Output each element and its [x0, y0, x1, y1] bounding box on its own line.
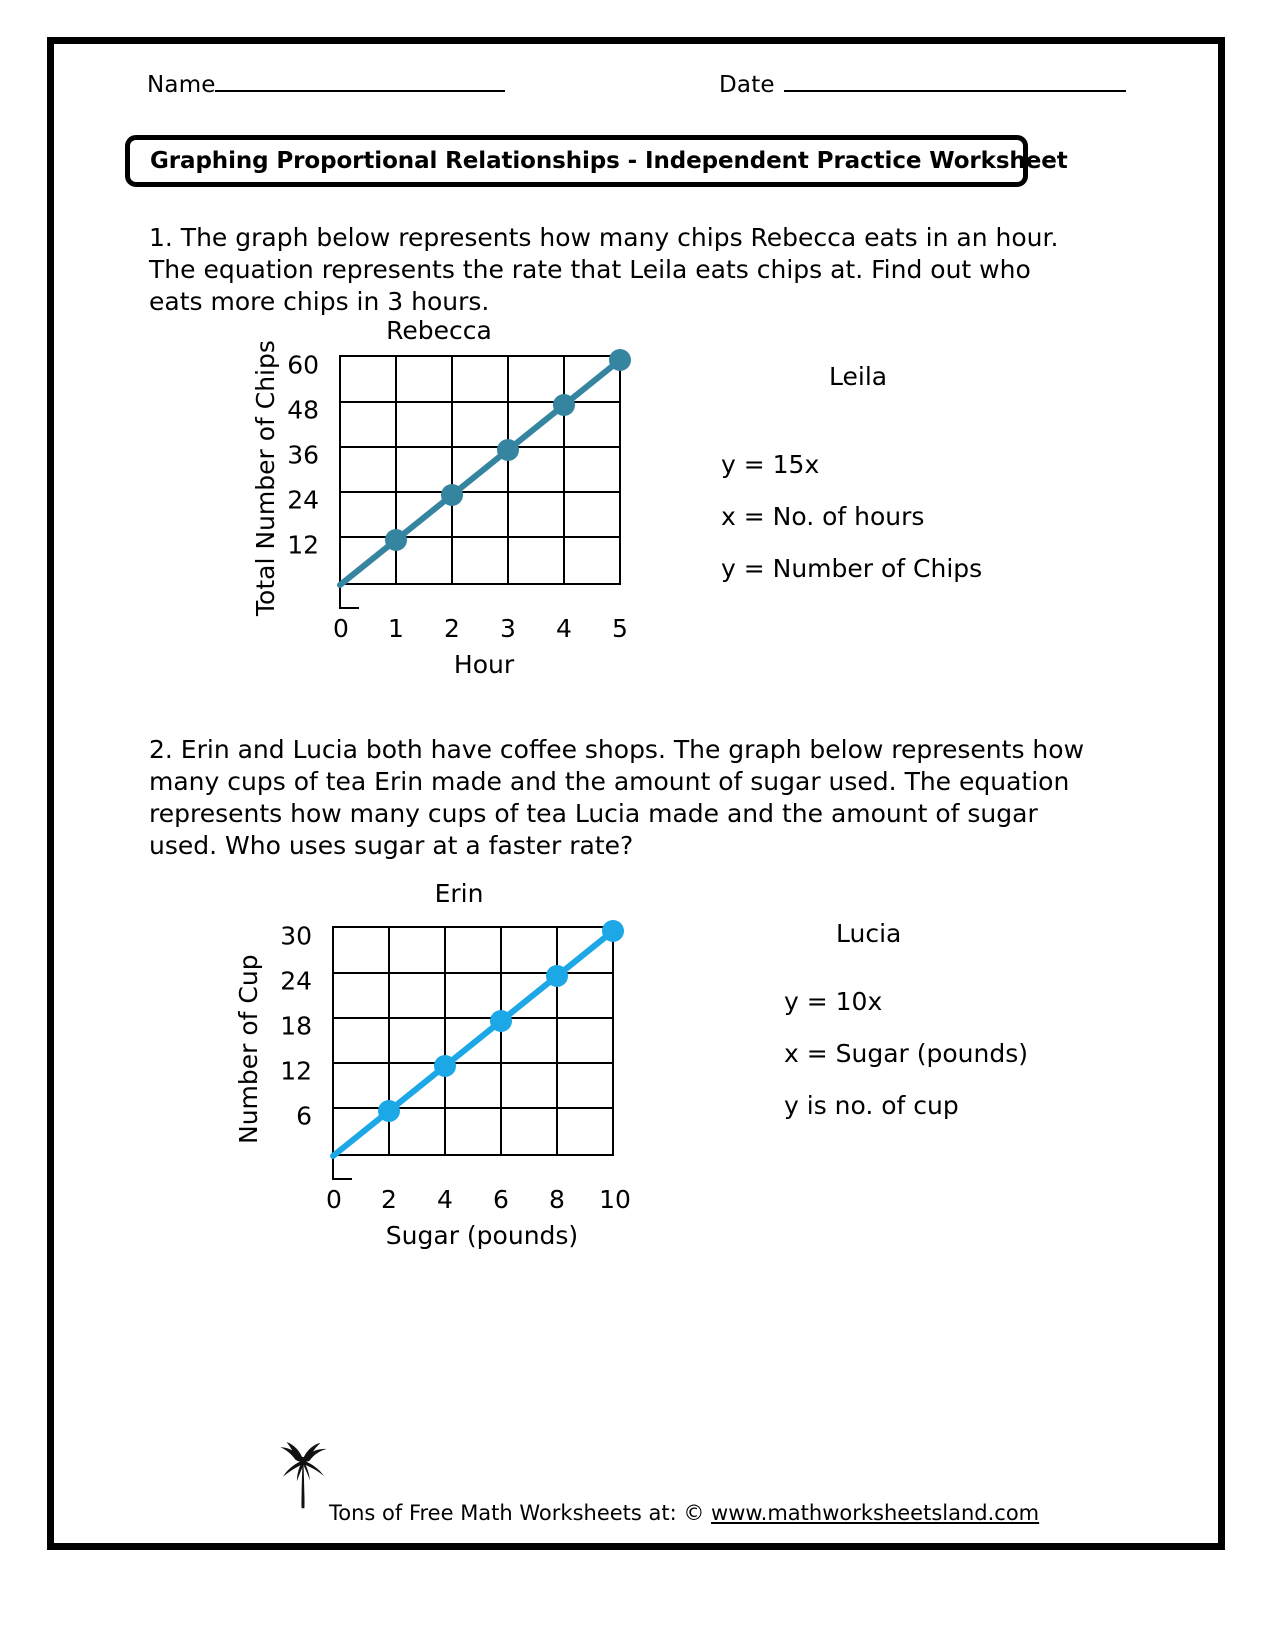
chart-erin-ytick-12: 12 [280, 1056, 312, 1086]
chart-erin-title: Erin [434, 879, 484, 908]
equations-lucia-line-3: y is no. of cup [784, 1091, 959, 1120]
chart-erin-xtick-0: 0 [326, 1185, 342, 1214]
chart-rebecca-ytick-36: 36 [287, 440, 319, 470]
chart-erin-ytick-18: 18 [280, 1011, 312, 1041]
equations-leila-line-2: x = No. of hours [721, 502, 925, 531]
footer-site-link[interactable]: www.mathworksheetsland.com [711, 1501, 1040, 1525]
chart-erin-xtick-10: 10 [599, 1185, 631, 1214]
equations-lucia-line-2: x = Sugar (pounds) [784, 1039, 1029, 1068]
chart-rebecca-xtick-2: 2 [444, 614, 460, 643]
chart-rebecca-xtick-5: 5 [612, 614, 628, 643]
name-input-line[interactable] [215, 90, 505, 92]
page-title: Graphing Proportional Relationships - Independent Practice Worksheet [150, 148, 1068, 174]
equations-leila-line-3: y = Number of Chips [721, 554, 983, 583]
chart-rebecca-series [229, 316, 649, 636]
chart-rebecca-xtick-4: 4 [556, 614, 572, 643]
chart-erin-ytick-6: 6 [296, 1101, 312, 1131]
equations-lucia-line-1: y = 10x [784, 987, 883, 1016]
date-label: Date [719, 72, 775, 98]
equations-leila-line-1: y = 15x [721, 450, 820, 479]
chart-rebecca-xtick-1: 1 [388, 614, 404, 643]
chart-rebecca-xtick-0: 0 [333, 614, 349, 643]
footer-credit [329, 1501, 1039, 1525]
date-input-line[interactable] [784, 90, 1126, 92]
chart-rebecca-ytick-48: 48 [287, 395, 319, 425]
chart-erin-ytick-30: 30 [280, 921, 312, 951]
name-label: Name [147, 72, 216, 98]
chart-rebecca-ytick-24: 24 [287, 485, 319, 515]
chart-rebecca-ylabel: Total Number of Chips [251, 340, 280, 616]
footer-credit-prefix: Tons of Free Math Worksheets at: © [329, 1501, 712, 1525]
question-1-text: 1. The graph below represents how many chips Rebecca eats in an hour. The equation represents the rate that Leila eats chips at. Find out who eats more chips in 3 hours. [149, 223, 1059, 316]
chart-erin-xtick-4: 4 [437, 1185, 453, 1214]
worksheet-frame [47, 37, 1225, 1550]
chart-rebecca-title: Rebecca [386, 316, 492, 345]
worksheet-title-box [125, 135, 1068, 187]
worksheet-content [54, 44, 1218, 1543]
question-2-text: 2. Erin and Lucia both have coffee shops. The graph below represents how many cups of tea Erin made and the amount of sugar used. The equation represents how many cups of tea Lucia made and the amount of sugar used. Who uses sugar at a faster rate? [149, 735, 1085, 860]
chart-erin-xtick-6: 6 [493, 1185, 509, 1214]
equations-lucia-title: Lucia [836, 919, 902, 948]
chart-erin-xlabel: Sugar (pounds) [385, 1221, 579, 1250]
chart-erin-xtick-2: 2 [381, 1185, 397, 1214]
chart-erin-ylabel: Number of Cup [234, 954, 263, 1144]
chart-rebecca-ytick-12: 12 [287, 530, 319, 560]
chart-erin-ytick-24: 24 [280, 966, 312, 996]
chart-rebecca-xlabel: Hour [453, 650, 515, 679]
chart-rebecca-ytick-60: 60 [287, 350, 319, 380]
palm-tree-icon [276, 1442, 330, 1510]
chart-rebecca-xtick-3: 3 [500, 614, 516, 643]
chart-erin-xtick-8: 8 [549, 1185, 565, 1214]
chart-erin-series [204, 879, 644, 1209]
equations-leila-title: Leila [829, 362, 888, 391]
